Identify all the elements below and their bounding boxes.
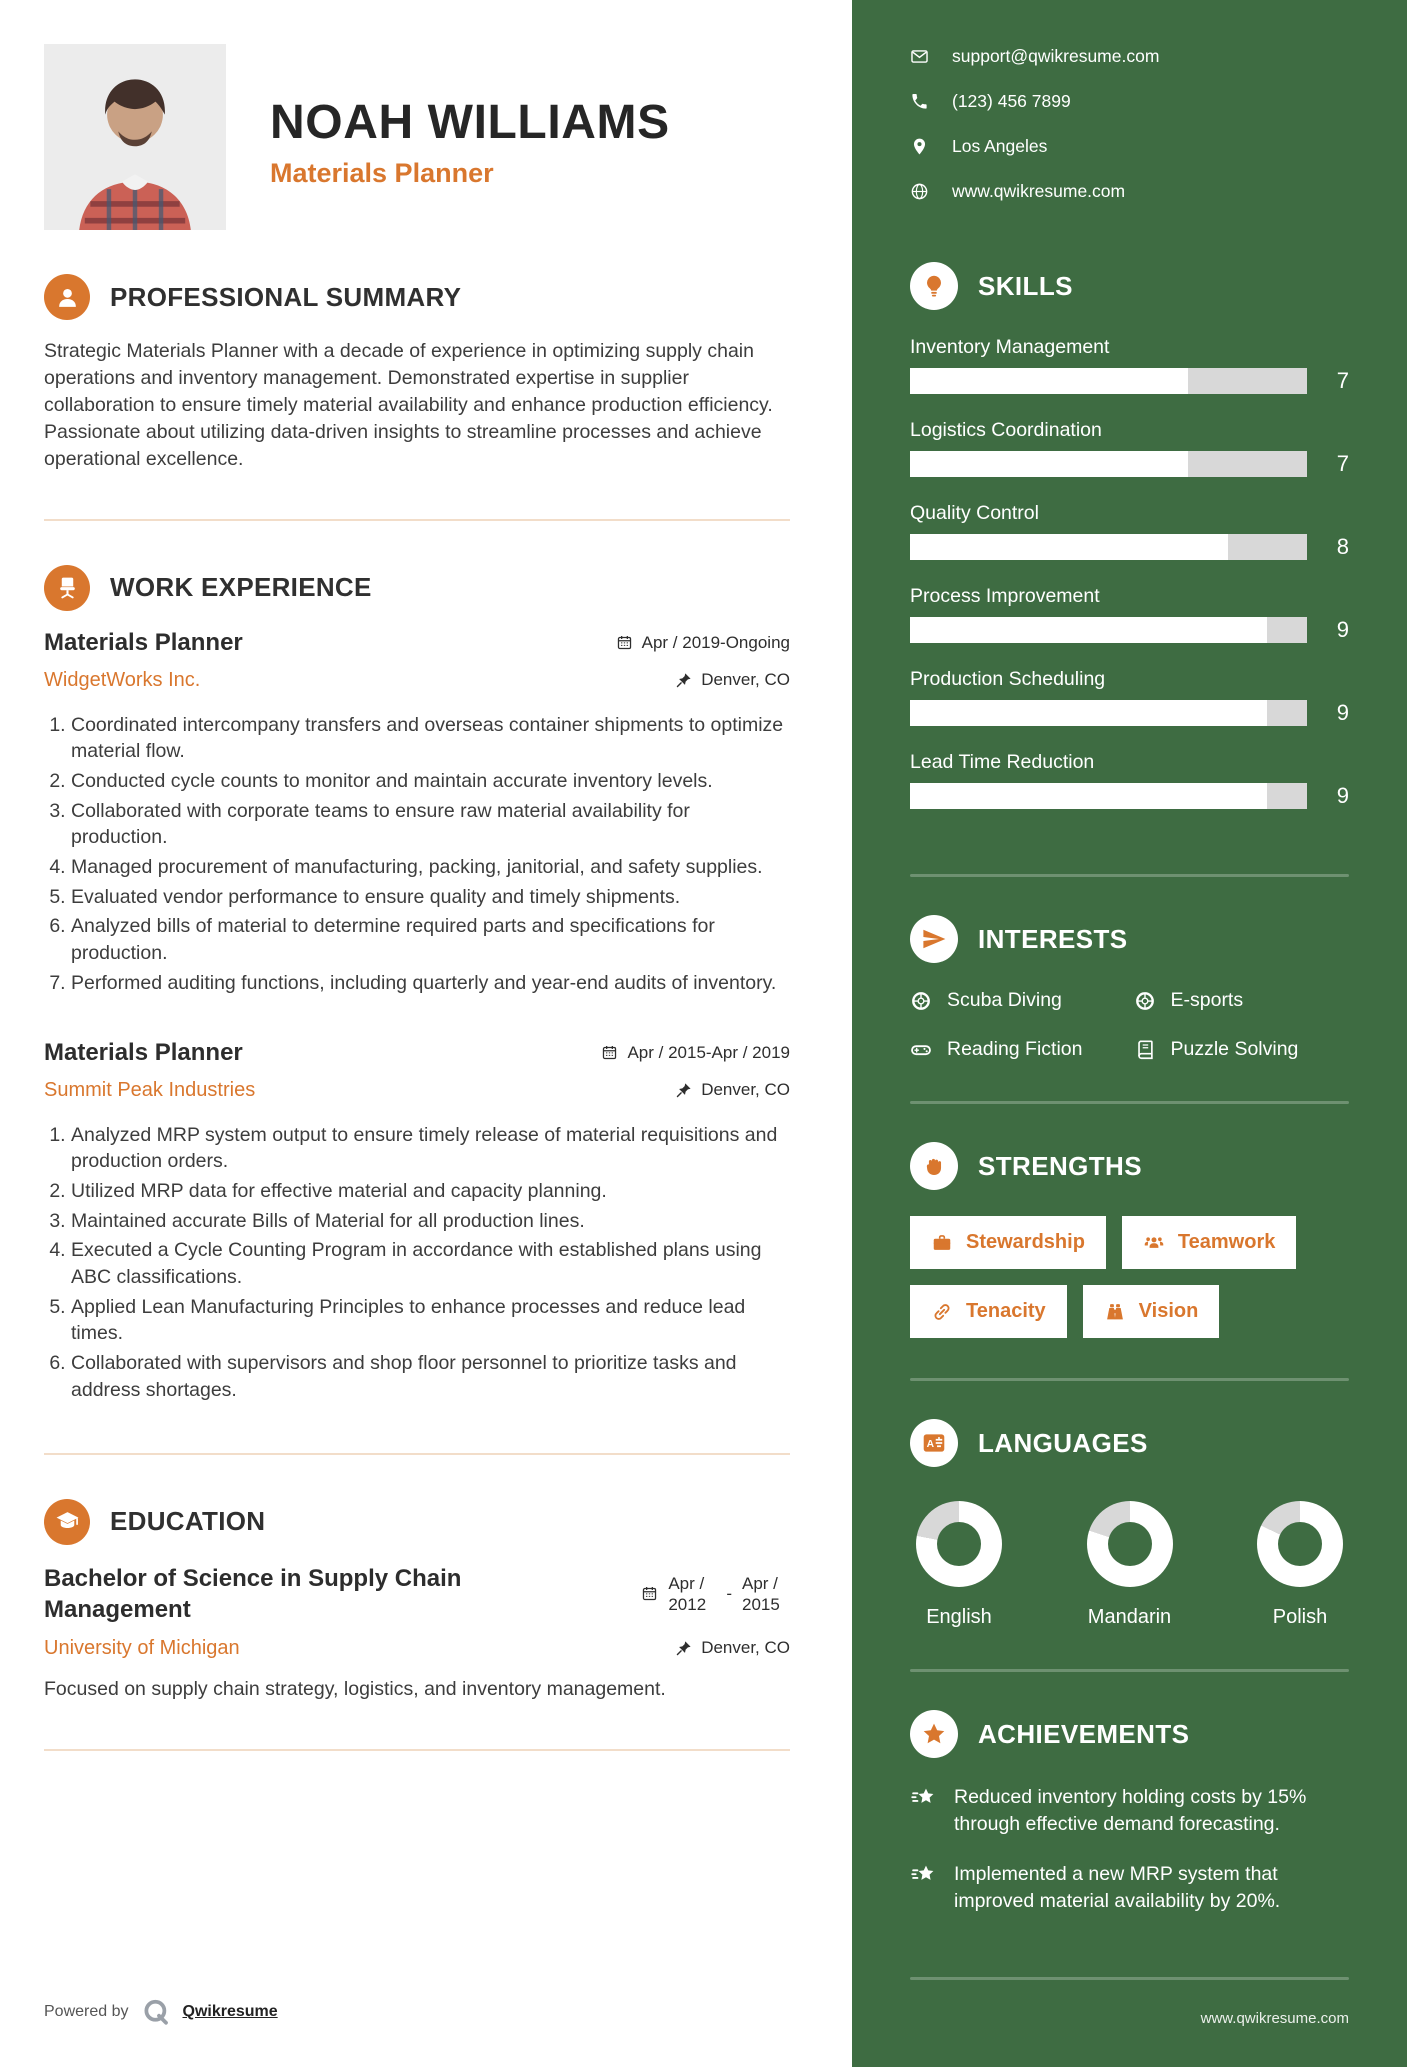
education-dates (641, 1573, 790, 1616)
interest-item (910, 989, 1126, 1012)
contact-block (910, 46, 1349, 226)
skills-section-header (910, 262, 1349, 310)
section-divider (44, 1453, 790, 1455)
skill-bar-fill (910, 368, 1188, 394)
briefcase-icon (931, 1232, 953, 1254)
company-name: WidgetWorks Inc. (44, 668, 201, 691)
work-section-header (44, 565, 790, 611)
skill-value: 9 (1336, 617, 1349, 642)
skill-item (910, 585, 1349, 643)
strength-chip (1122, 1216, 1296, 1269)
profile-photo (44, 44, 226, 230)
strength-label: Stewardship (966, 1231, 1085, 1253)
education-location-text: Denver, CO (701, 1638, 790, 1658)
strength-chip (1083, 1285, 1220, 1338)
section-work-experience (44, 565, 790, 1407)
donut-hole (1108, 1522, 1152, 1566)
donut-hole (937, 1522, 981, 1566)
pushpin-icon (675, 672, 692, 689)
contact-website (910, 181, 1349, 202)
language-item (916, 1501, 1002, 1629)
skill-bar-fill (910, 451, 1188, 477)
achievement-text: Reduced inventory holding costs by 15% through effective demand forecasting. (954, 1786, 1307, 1836)
location-pin-icon (910, 137, 929, 156)
job-location (675, 1080, 790, 1100)
education-heading: EDUCATION (110, 1506, 266, 1537)
job-company-row (44, 1079, 790, 1102)
education-date-from: Apr / 2012 (668, 1573, 707, 1614)
strength-label: Teamwork (1177, 1231, 1276, 1253)
binoculars-icon (1104, 1301, 1126, 1323)
skill-bar-track (910, 534, 1307, 560)
job-location (675, 670, 790, 690)
skill-bar-track (910, 368, 1307, 394)
skill-item (910, 668, 1349, 726)
section-interests (910, 915, 1349, 1061)
skill-value: 9 (1336, 700, 1349, 725)
company-name: Summit Peak Industries (44, 1078, 256, 1101)
languages-heading: LANGUAGES (978, 1427, 1148, 1458)
profile-photo-placeholder (44, 44, 226, 230)
skill-label: Lead Time Reduction (910, 751, 1095, 773)
sidebar-divider (910, 874, 1349, 877)
education-location (675, 1638, 790, 1658)
candidate-title: Materials Planner (270, 158, 494, 189)
interest-label: E-sports (1170, 989, 1244, 1011)
job-bullet: 4. Managed procurement of manufacturing, packing, janitorial, and safety supplies. (71, 854, 790, 881)
work-heading: WORK EXPERIENCE (110, 572, 372, 603)
achievement-item (910, 1861, 1349, 1916)
star-icon (910, 1710, 958, 1758)
skill-value: 7 (1336, 368, 1349, 393)
skill-bar-track (910, 783, 1307, 809)
sidebar-footer-website: www.qwikresume.com (1200, 2010, 1349, 2028)
skill-item (910, 336, 1349, 394)
phone-icon (910, 92, 929, 111)
language-label: English (926, 1606, 992, 1628)
life-ring-icon (1134, 990, 1156, 1012)
donut-hole (1278, 1522, 1322, 1566)
gamepad-icon (910, 1039, 932, 1061)
language-item (1087, 1501, 1173, 1629)
job-date (601, 1043, 790, 1063)
interest-item (1134, 989, 1350, 1012)
skill-bar-row (910, 451, 1349, 477)
section-achievements (910, 1710, 1349, 1937)
shooting-star-icon (910, 1785, 937, 1812)
skill-bar-row (910, 783, 1349, 809)
team-icon (1143, 1232, 1165, 1254)
job-date-text: Apr / 2015-Apr / 2019 (627, 1042, 790, 1062)
school-name: University of Michigan (44, 1636, 240, 1659)
graduation-cap-icon (44, 1499, 90, 1545)
resume-header (44, 44, 790, 230)
achievement-text: Implemented a new MRP system that improved material availability by 20%. (954, 1862, 1281, 1912)
strength-chip (910, 1285, 1067, 1338)
skill-bar-fill (910, 700, 1267, 726)
interest-label: Scuba Diving (947, 989, 1062, 1011)
strength-chip (910, 1216, 1106, 1269)
skill-label: Process Improvement (910, 585, 1100, 607)
job-entry (44, 629, 790, 997)
job-bullet: 6. Analyzed bills of material to determine required parts and specifications for production. (71, 913, 790, 966)
summary-section-header (44, 274, 790, 320)
interest-label: Reading Fiction (947, 1038, 1083, 1060)
qwikresume-logo-icon (141, 1997, 171, 2027)
sidebar-divider (910, 1378, 1349, 1381)
summary-heading: PROFESSIONAL SUMMARY (110, 281, 462, 312)
job-bullet: 2. Utilized MRP data for effective material and capacity planning. (71, 1178, 790, 1205)
job-bullet: 3. Collaborated with corporate teams to ensure raw material availability for production. (71, 798, 790, 851)
interest-item (1134, 1038, 1350, 1061)
job-bullet: 7. Performed auditing functions, including quarterly and year-end audits of inventory. (71, 970, 790, 997)
job-bullet: 1. Coordinated intercompany transfers and overseas container shipments to optimize material flow. (71, 712, 790, 765)
degree-title: Bachelor of Science in Supply Chain Management (44, 1564, 462, 1623)
skill-bar-fill (910, 617, 1267, 643)
section-divider (44, 1749, 790, 1751)
job-location-text: Denver, CO (701, 1080, 790, 1100)
interests-grid (910, 989, 1349, 1061)
office-chair-icon (44, 565, 90, 611)
job-bullet: 6. Collaborated with supervisors and shop floor personnel to prioritize tasks and address shortages. (71, 1350, 790, 1403)
translate-icon (910, 1419, 958, 1467)
strength-chips (910, 1216, 1349, 1338)
skill-value: 7 (1336, 451, 1349, 476)
skill-item (910, 419, 1349, 477)
skill-value: 8 (1336, 534, 1349, 559)
languages-row (910, 1493, 1349, 1629)
job-title: Materials Planner (44, 628, 243, 656)
interests-section-header (910, 915, 1349, 963)
job-location-text: Denver, CO (701, 670, 790, 690)
calendar-icon (601, 1044, 618, 1061)
job-bullet: 5. Applied Lean Manufacturing Principles to enhance processes and reduce lead times. (71, 1294, 790, 1347)
contact-email (910, 46, 1349, 67)
interests-heading: INTERESTS (978, 923, 1128, 954)
job-title-row (44, 629, 790, 657)
contact-email-text: support@qwikresume.com (952, 46, 1160, 66)
strength-label: Vision (1138, 1300, 1199, 1322)
job-title: Materials Planner (44, 1038, 243, 1066)
skill-value: 9 (1336, 783, 1349, 808)
contact-website-text: www.qwikresume.com (952, 181, 1126, 201)
education-title-row (44, 1563, 790, 1625)
skill-item (910, 502, 1349, 560)
strengths-heading: STRENGTHS (978, 1150, 1142, 1181)
fist-icon (910, 1142, 958, 1190)
education-section-header (44, 1499, 790, 1545)
language-item (1257, 1501, 1343, 1629)
qwikresume-link[interactable]: Qwikresume (182, 2003, 278, 2021)
language-donut-chart (1087, 1501, 1173, 1587)
language-donut-chart (1257, 1501, 1343, 1587)
contact-phone-text: (123) 456 7899 (952, 91, 1071, 111)
language-label: Mandarin (1087, 1606, 1172, 1628)
section-skills (910, 262, 1349, 834)
contact-phone (910, 91, 1349, 112)
strengths-section-header (910, 1142, 1349, 1190)
language-label: Polish (1272, 1606, 1328, 1628)
summary-text: Strategic Materials Planner with a decade of experience in optimizing supply chain operations and inventory management. Demonstrated expertise in supplier collaboration to ensure timely material availability and enhance production efficiency. Passionate about utilizing data-driven insights to streamline processes and achieve operational excellence. (44, 340, 773, 470)
section-languages (910, 1419, 1349, 1629)
section-divider (44, 519, 790, 521)
education-school-row (44, 1637, 790, 1660)
skills-heading: SKILLS (978, 270, 1073, 301)
skill-label: Logistics Coordination (910, 419, 1102, 441)
paper-plane-icon (910, 915, 958, 963)
skill-bar-fill (910, 783, 1267, 809)
sidebar-divider (910, 1101, 1349, 1104)
skill-bar-row (910, 617, 1349, 643)
sidebar-divider (910, 1669, 1349, 1672)
pushpin-icon (675, 1082, 692, 1099)
job-bullet: 4. Executed a Cycle Counting Program in accordance with established plans using ABC classifications. (71, 1237, 790, 1290)
person-icon (44, 274, 90, 320)
identity-block (270, 98, 670, 230)
job-bullet: 3. Maintained accurate Bills of Material for all production lines. (71, 1208, 790, 1235)
globe-icon (910, 182, 929, 201)
section-strengths (910, 1142, 1349, 1338)
powered-by-label: Powered by (44, 2003, 129, 2021)
job-bullet-list (44, 712, 790, 997)
skill-bar-track (910, 451, 1307, 477)
job-title-row (44, 1039, 790, 1067)
calendar-icon (616, 634, 633, 651)
skill-label: Inventory Management (910, 336, 1110, 358)
book-icon (1134, 1039, 1156, 1061)
skill-bar-track (910, 617, 1307, 643)
strength-label: Tenacity (966, 1300, 1046, 1322)
calendar-icon (641, 1585, 658, 1602)
skill-bar-fill (910, 534, 1228, 560)
skill-label: Quality Control (910, 502, 1039, 524)
achievements-heading: ACHIEVEMENTS (978, 1718, 1190, 1749)
job-bullet-list (44, 1122, 790, 1404)
achievement-item (910, 1784, 1349, 1839)
job-bullet: 2. Conducted cycle counts to monitor and maintain accurate inventory levels. (71, 768, 790, 795)
job-entry (44, 1039, 790, 1404)
powered-by-footer (44, 1957, 790, 2027)
job-bullet: 5. Evaluated vendor performance to ensure quality and timely shipments. (71, 884, 790, 911)
email-icon (910, 47, 929, 66)
contact-location (910, 136, 1349, 157)
education-note: Focused on supply chain strategy, logistics, and inventory management. (44, 1677, 666, 1700)
skill-label: Production Scheduling (910, 668, 1106, 690)
skill-bar-row (910, 534, 1349, 560)
sidebar (852, 0, 1407, 2067)
education-date-to: Apr / 2015 (742, 1573, 780, 1614)
job-bullet: 1. Analyzed MRP system output to ensure timely release of material requisitions and production orders. (71, 1122, 790, 1175)
section-professional-summary (44, 274, 790, 473)
skill-item (910, 751, 1349, 809)
languages-section-header (910, 1419, 1349, 1467)
skill-bar-row (910, 368, 1349, 394)
education-date-separator: - (726, 1583, 732, 1603)
section-education (44, 1499, 790, 1703)
shooting-star-icon (910, 1862, 937, 1889)
skill-bar-track (910, 700, 1307, 726)
contact-location-text: Los Angeles (952, 136, 1048, 156)
job-date (616, 633, 790, 653)
candidate-name: NOAH WILLIAMS (270, 96, 670, 149)
chain-link-icon (931, 1301, 953, 1323)
pushpin-icon (675, 1640, 692, 1657)
job-company-row (44, 669, 790, 692)
life-ring-icon (910, 990, 932, 1012)
achievements-section-header (910, 1710, 1349, 1758)
job-date-text: Apr / 2019-Ongoing (641, 632, 790, 652)
skill-bar-row (910, 700, 1349, 726)
language-donut-chart (916, 1501, 1002, 1587)
lightbulb-icon (910, 262, 958, 310)
interest-label: Puzzle Solving (1170, 1038, 1299, 1060)
interest-item (910, 1038, 1126, 1061)
